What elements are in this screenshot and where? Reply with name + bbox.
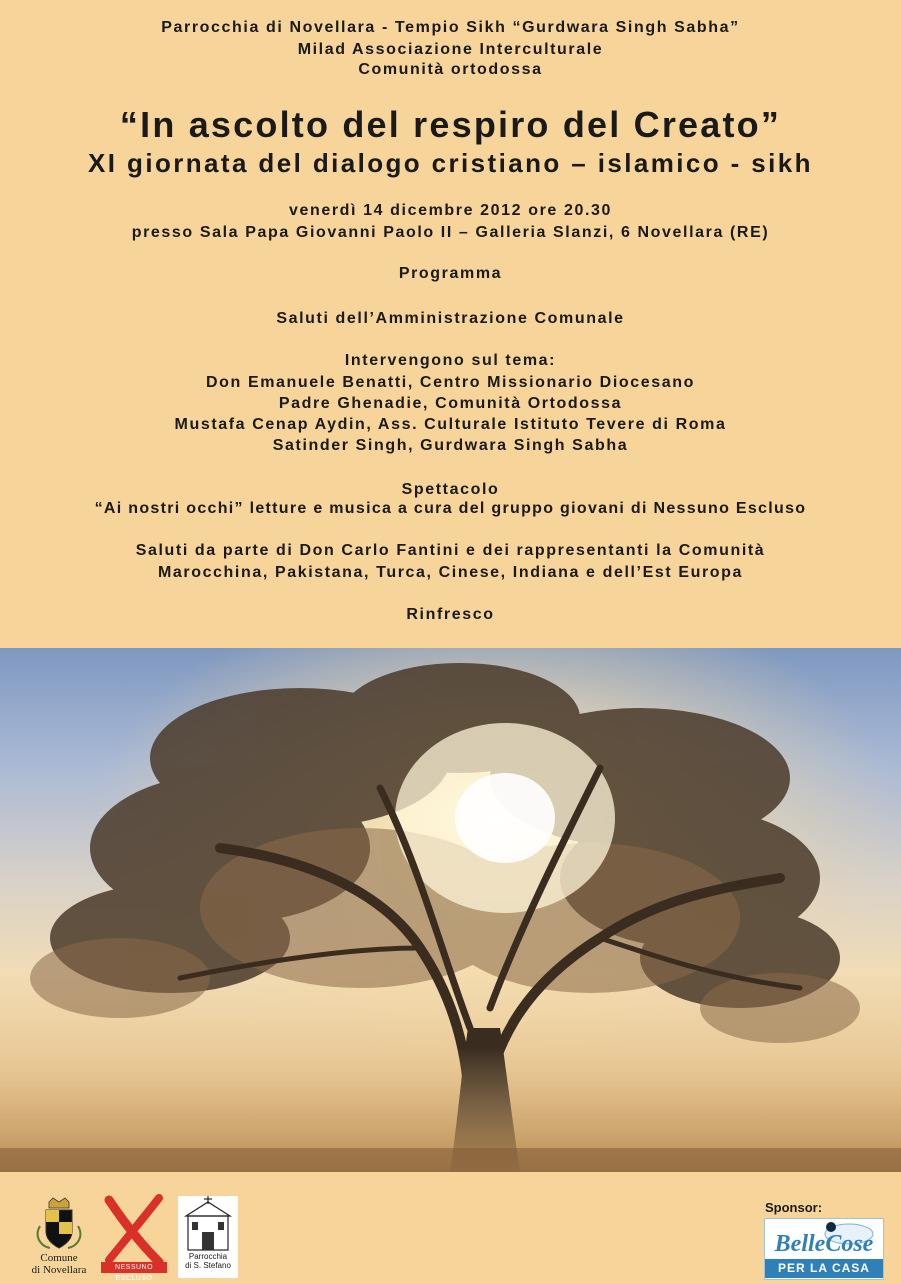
comune-label: di Novellara [31,1264,87,1276]
parrocchia-label: Parrocchia [188,1252,228,1261]
speaker-item: Satinder Singh, Gurdwara Singh Sabha [272,437,629,454]
sponsor-tagline: PER LA CASA [765,1259,883,1278]
comune-novellara-logo [26,1196,92,1276]
event-date: venerdì 14 dicembre 2012 ore 20.30 [288,202,612,219]
program-heading: Programma [398,265,503,282]
org-line-3: Comunità ortodossa [358,61,543,78]
show-text: “Ai nostri occhi” letture e musica a cura del gruppo giovani di Nessuno Escluso [94,500,807,517]
comune-label: Comune [40,1252,78,1264]
show-heading: Spettacolo [401,481,500,498]
page-subtitle: XI giornata del dialogo cristiano – islamico - sikh [88,148,813,178]
page-title: “In ascolto del respiro del Creato” [119,104,782,145]
parrocchia-stefano-logo [178,1196,238,1278]
bellecose-sponsor-logo [764,1218,884,1280]
event-text-panel [0,0,901,628]
parrocchia-label: di S. Stefano [185,1261,231,1270]
red-x-icon [101,1194,167,1266]
speaker-item: Mustafa Cenap Aydin, Ass. Culturale Istituto Tevere di Roma [174,416,727,433]
nessuno-escluso-logo [101,1194,167,1282]
speaker-item: Don Emanuele Benatti, Centro Missionario Diocesano [206,374,695,391]
event-place: presso Sala Papa Giovanni Paolo II – Galleria Slanzi, 6 Novellara (RE) [131,224,770,241]
org-line-1: Parrocchia di Novellara - Tempio Sikh “Gurdwara Singh Sabha” [161,19,740,36]
tree-illustration [0,648,901,1172]
sponsor-name: BelleCose [774,1231,874,1257]
sponsor-label: Sponsor: [765,1200,823,1215]
nessuno-escluso-label: NESSUNO ESCLUSO [101,1262,167,1273]
program-greetings: Saluti dell’Amministrazione Comunale [276,310,625,327]
coat-of-arms-icon [26,1196,92,1252]
org-line-2: Milad Associazione Interculturale [297,41,604,58]
closing-greetings-line-1: Saluti da parte di Don Carlo Fantini e dei rappresentanti la Comunità [135,542,766,559]
refreshment: Rinfresco [406,606,495,623]
footer-logos [0,1190,901,1282]
speaker-item: Padre Ghenadie, Comunità Ortodossa [278,395,623,412]
speakers-heading: Intervengono sul tema: [344,352,557,369]
closing-greetings-line-2: Marocchina, Pakistana, Turca, Cinese, Indiana e dell’Est Europa [157,564,744,581]
church-icon [178,1196,238,1252]
tree-sunrise-photo [0,648,901,1172]
